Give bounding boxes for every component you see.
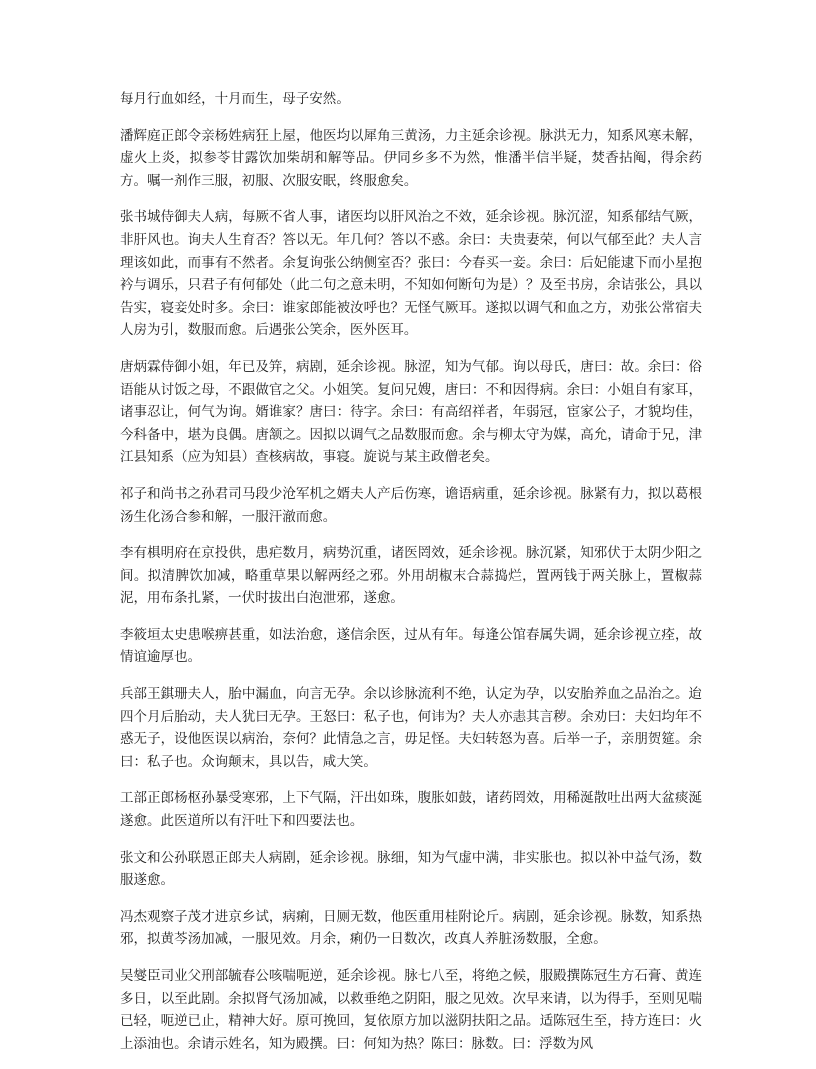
paragraph-11: 冯杰观察子茂才进京乡试，病痢，日厕无数，他医重用桂附论斤。病剧，延余诊视。脉数，知系热邪，拟黄芩汤加减，一服见效。月余，痢仍一日数次，改真人养脏汤数服，全愈。 xyxy=(120,908,702,948)
paragraph-7: 李筱垣太史患喉痹甚重，如法治愈，遂信余医，过从有年。每逢公馆春属失调，延余诊视立痊，故情谊逾厚也。 xyxy=(120,626,702,666)
paragraph-9: 工部正郎杨枢孙暴受寒邪，上下气隔，汗出如珠，腹胀如鼓，诸药罔效，用稀涎散吐出两大盆痰涎遂愈。此医道所以有汗吐下和四要法也。 xyxy=(120,790,702,830)
paragraph-5: 祁子和尚书之孙君司马段少沧军机之婿夫人产后伤寒，谵语病重，延余诊视。脉紧有力，拟以葛根汤生化汤合参和解，一服汗澈而愈。 xyxy=(120,485,702,525)
paragraph-2: 潘辉庭正郎令亲杨姓病狂上屋，他医均以犀角三黄汤，力主延余诊视。脉洪无力，知系风寒未解，虚火上炎，拟参苓甘露饮加柴胡和解等品。伊同乡多不为然，惟潘半信半疑，焚香拈阄，得余药方。嘱一剂作三服，初服、次服安眠，终服愈矣。 xyxy=(120,127,702,189)
paragraph-1: 每月行血如经，十月而生，母子安然。 xyxy=(120,91,350,107)
document-body xyxy=(120,88,702,1069)
paragraph-3: 张书城侍御夫人病，每厥不省人事，诸医均以肝风治之不效，延余诊视。脉沉涩，知系郁结气厥，非肝风也。询夫人生育否？答以无。年几何？答以不惑。余曰：夫贵妻荣，何以气郁至此？夫人言理该如此，而事有不然者。余复询张公纳侧室否？张曰：今春买一妾。余曰：后妃能逮下而小星抱衿与调乐，只君子有何郁处（此二句之意未明，不知如何断句为是）？及至书房，余诘张公，具以告实，寝妾处时多。余曰：谁家郎能被汝呼也？无怪气厥耳。遂拟以调气和血之方，劝张公常宿夫人房为引，数服而愈。后遇张公笑余，医外医耳。 xyxy=(120,209,702,339)
paragraph-12: 吴燮臣司业父刑部毓春公咳喘呃逆，延余诊视。脉七八至，将绝之候，服殿撰陈冠生方石膏、黄连多日，以至此剧。余拟肾气汤加减，以救垂绝之阴阳，服之见效。次早来请，以为得手，至则见喘已轻，呃逆已止，精神大好。原可挽回，复依原方加以滋阴扶阳之品。适陈冠生至，持方连曰：火上添油也。余请示姓名，知为殿撰。曰：何知为热？陈曰：脉数。曰：浮数为风 xyxy=(120,968,702,1052)
paragraph-6: 李有椇明府在京投供，患疟数月，病势沉重，诸医罔效，延余诊视。脉沉紧，知邪伏于太阴少阳之间。拟清脾饮加减，略重草果以解两经之邪。外用胡椒末合蒜捣烂，置两钱于两关脉上，置椒蒜泥，用布条扎紧，一伏时拔出白泡泄邪，遂愈。 xyxy=(120,545,702,607)
paragraph-4: 唐炳霖侍御小姐，年已及笄，病剧，延余诊视。脉涩，知为气郁。询以母氏，唐曰：故。余曰：俗语能从讨饭之母，不跟做官之父。小姐笑。复问兄嫂，唐曰：不和因得病。余曰：小姐自有家耳，诸事忍让，何气为询。婿谁家？唐曰：待字。余曰：有高绍祥者，年弱冠，宦家公子，才貌均佳，今科备中，堪为良偶。唐颔之。因拟以调气之品数服而愈。余与柳太守为媒，高允，请命于兄，津江县知系（应为知县）查核病故，事寝。旋说与某主政僧老矣。 xyxy=(120,358,702,466)
paragraph-10: 张文和公孙联恩正郎夫人病剧，延余诊视。脉细，知为气虚中满，非实胀也。拟以补中益气汤，数服遂愈。 xyxy=(120,849,702,889)
paragraph-8: 兵部王錤珊夫人，胎中漏血，向言无孕。余以诊脉流利不绝，认定为孕，以安胎养血之品治之。迨四个月后胎动，夫人犹曰无孕。王怒曰：私子也，何讳为？夫人亦恚其言秽。余劝曰：夫妇均年不惑无子，设他医误以病治，奈何？此情急之言，毋足怪。夫妇转怒为喜。后举一子，亲朋贺筵。余曰：私子也。众询颠末，具以告，咸大笑。 xyxy=(120,686,702,770)
